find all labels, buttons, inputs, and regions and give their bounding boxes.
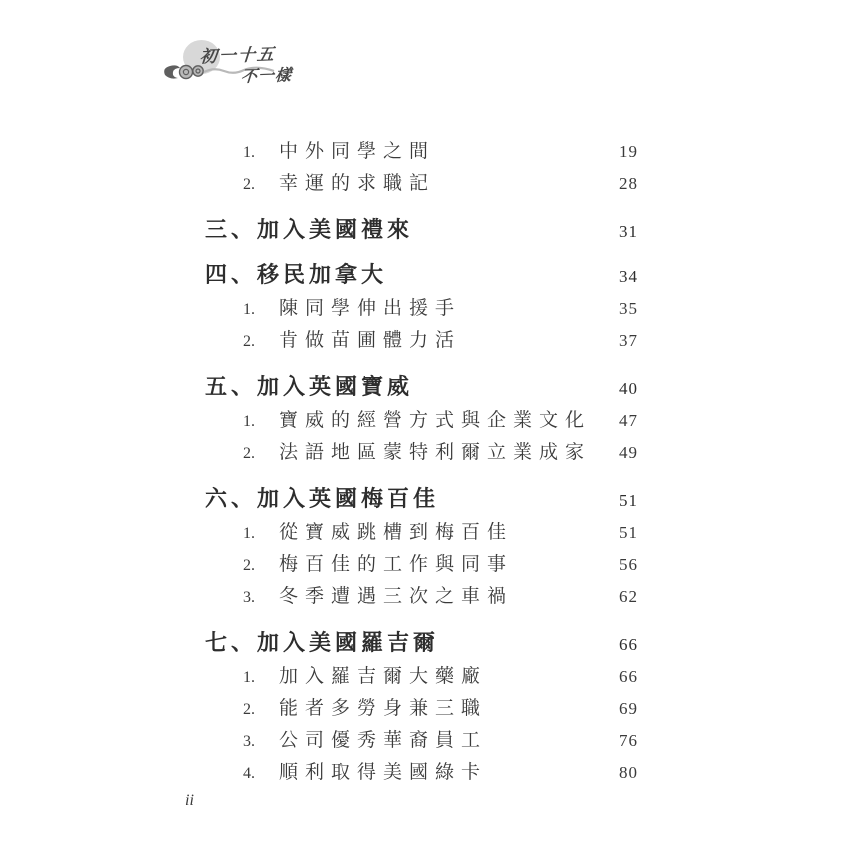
toc-page-number: 49	[619, 443, 638, 462]
toc-chapter-title: 三、加入美國禮來	[205, 217, 414, 242]
toc-page-number: 37	[619, 331, 638, 350]
toc-item-row	[205, 437, 638, 463]
toc-item-title: 公司優秀華裔員工	[279, 730, 488, 751]
toc-item-number: 1.	[243, 669, 255, 686]
toc-page-number: 19	[619, 142, 638, 161]
toc-chapter-row	[205, 370, 638, 399]
folio-page-number: ii	[185, 792, 194, 809]
toc-item-number: 3.	[243, 733, 255, 750]
book-logo	[0, 0, 320, 110]
toc-item-row	[205, 293, 638, 319]
toc-chapter-row	[205, 482, 638, 511]
toc-item-title: 梅百佳的工作與同事	[279, 554, 514, 575]
toc-page-number: 47	[619, 411, 638, 430]
toc-chapter-title: 七、加入美國羅吉爾	[205, 630, 440, 655]
toc-item-number: 1.	[243, 301, 255, 318]
toc-item-number: 2.	[243, 557, 255, 574]
toc-page-number: 51	[619, 491, 638, 510]
toc-item-row	[205, 168, 638, 194]
toc-page-number: 34	[619, 267, 638, 286]
toc-item-number: 2.	[243, 445, 255, 462]
toc-item-row	[205, 725, 638, 751]
toc-item-title: 順利取得美國綠卡	[279, 762, 488, 783]
toc-item-row	[205, 405, 638, 431]
toc-item-title: 能者多勞身兼三職	[279, 698, 488, 719]
toc-page-number: 66	[619, 635, 638, 654]
toc-item-number: 3.	[243, 589, 255, 606]
toc-page-number: 80	[619, 763, 638, 782]
toc-item-title: 加入羅吉爾大藥廠	[279, 666, 488, 687]
toc-item-title: 冬季遭遇三次之車禍	[279, 586, 514, 607]
toc-item-title: 寶威的經營方式與企業文化	[279, 410, 592, 431]
toc-page-number: 69	[619, 699, 638, 718]
toc-item-title: 陳同學伸出援手	[279, 298, 462, 319]
toc-item-number: 2.	[243, 176, 255, 193]
toc-item-row	[205, 325, 638, 351]
toc-chapter-title: 四、移民加拿大	[205, 262, 388, 287]
toc-chapter-row	[205, 213, 638, 242]
toc-page-number: 56	[619, 555, 638, 574]
toc-item-title: 從寶威跳槽到梅百佳	[279, 522, 514, 543]
toc-item-row	[205, 581, 638, 607]
toc-page-number: 35	[619, 299, 638, 318]
toc-item-number: 1.	[243, 144, 255, 161]
toc-page-number: 31	[619, 222, 638, 241]
toc-chapter-title: 五、加入英國寶威	[205, 374, 414, 399]
toc-page-number: 62	[619, 587, 638, 606]
toc-item-number: 2.	[243, 701, 255, 718]
toc-page-number: 40	[619, 379, 638, 398]
toc-item-number: 1.	[243, 525, 255, 542]
toc-item-title: 法語地區蒙特利爾立業成家	[279, 442, 592, 463]
toc-item-row	[205, 549, 638, 575]
toc-item-row	[205, 693, 638, 719]
toc-chapter-row	[205, 258, 638, 287]
toc-item-row	[205, 661, 638, 687]
toc-item-number: 4.	[243, 765, 255, 782]
toc-item-row	[205, 757, 638, 783]
toc-chapter-title: 六、加入英國梅百佳	[205, 486, 440, 511]
toc-page-number: 51	[619, 523, 638, 542]
toc-item-title: 肯做苗圃體力活	[279, 330, 462, 351]
toc-item-title: 中外同學之間	[279, 141, 436, 162]
toc-page-number: 28	[619, 174, 638, 193]
toc-list	[205, 136, 638, 783]
logo-title-line1: 初一十五	[199, 44, 277, 67]
toc-item-number: 1.	[243, 413, 255, 430]
logo-title-line2: 不一樣	[240, 67, 293, 86]
toc-item-number: 2.	[243, 333, 255, 350]
toc-chapter-row	[205, 626, 638, 655]
toc-item-row	[205, 517, 638, 543]
toc-item-row	[205, 136, 638, 162]
toc-item-title: 幸運的求職記	[279, 173, 436, 194]
toc-page-number: 76	[619, 731, 638, 750]
toc-page-number: 66	[619, 667, 638, 686]
